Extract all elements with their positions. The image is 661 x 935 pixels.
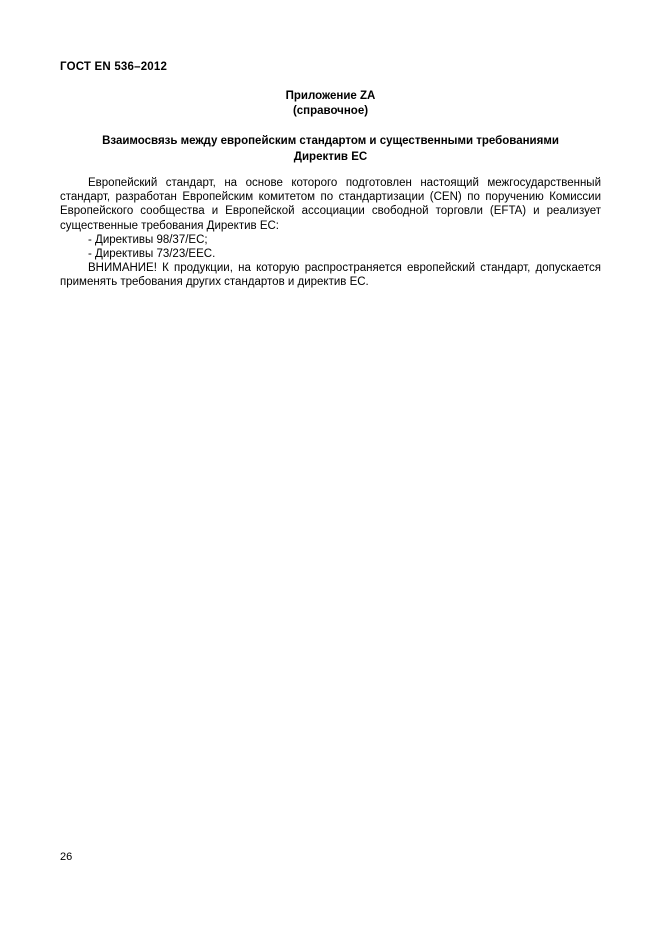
section-heading <box>60 133 601 165</box>
directive-list-item-1: - Директивы 98/37/EC; <box>88 233 208 246</box>
directive-list-item-2: - Директивы 73/23/EEC. <box>88 248 216 261</box>
annex-subtitle: (справочное) <box>292 105 369 117</box>
body-paragraph-2: ВНИМАНИЕ! К продукции, на которую распространяется европейский стандарт, допускается применять требования других стандартов и директив ЕС. <box>60 262 601 289</box>
running-head: ГОСТ EN 536–2012 <box>60 61 168 73</box>
annex-title-block <box>60 89 601 119</box>
page-number: 26 <box>60 851 73 863</box>
section-heading-line-1: Взаимосвязь между европейским стандартом и существенными требованиями <box>102 135 559 147</box>
section-heading-line-2: Директив ЕС <box>293 151 368 163</box>
annex-title: Приложение ZA <box>285 90 376 102</box>
body-paragraph-1: Европейский стандарт, на основе которого подготовлен настоящий межгосударственный стандарт, разработан Европейским комитетом по стандартизации (CEN) по поручению Комиссии Европейского сообщества и Европейской ассоциации свободной торговли (EFTA) и реализует существенные требования Директив ЕС: <box>60 177 601 232</box>
body-text <box>60 176 601 290</box>
